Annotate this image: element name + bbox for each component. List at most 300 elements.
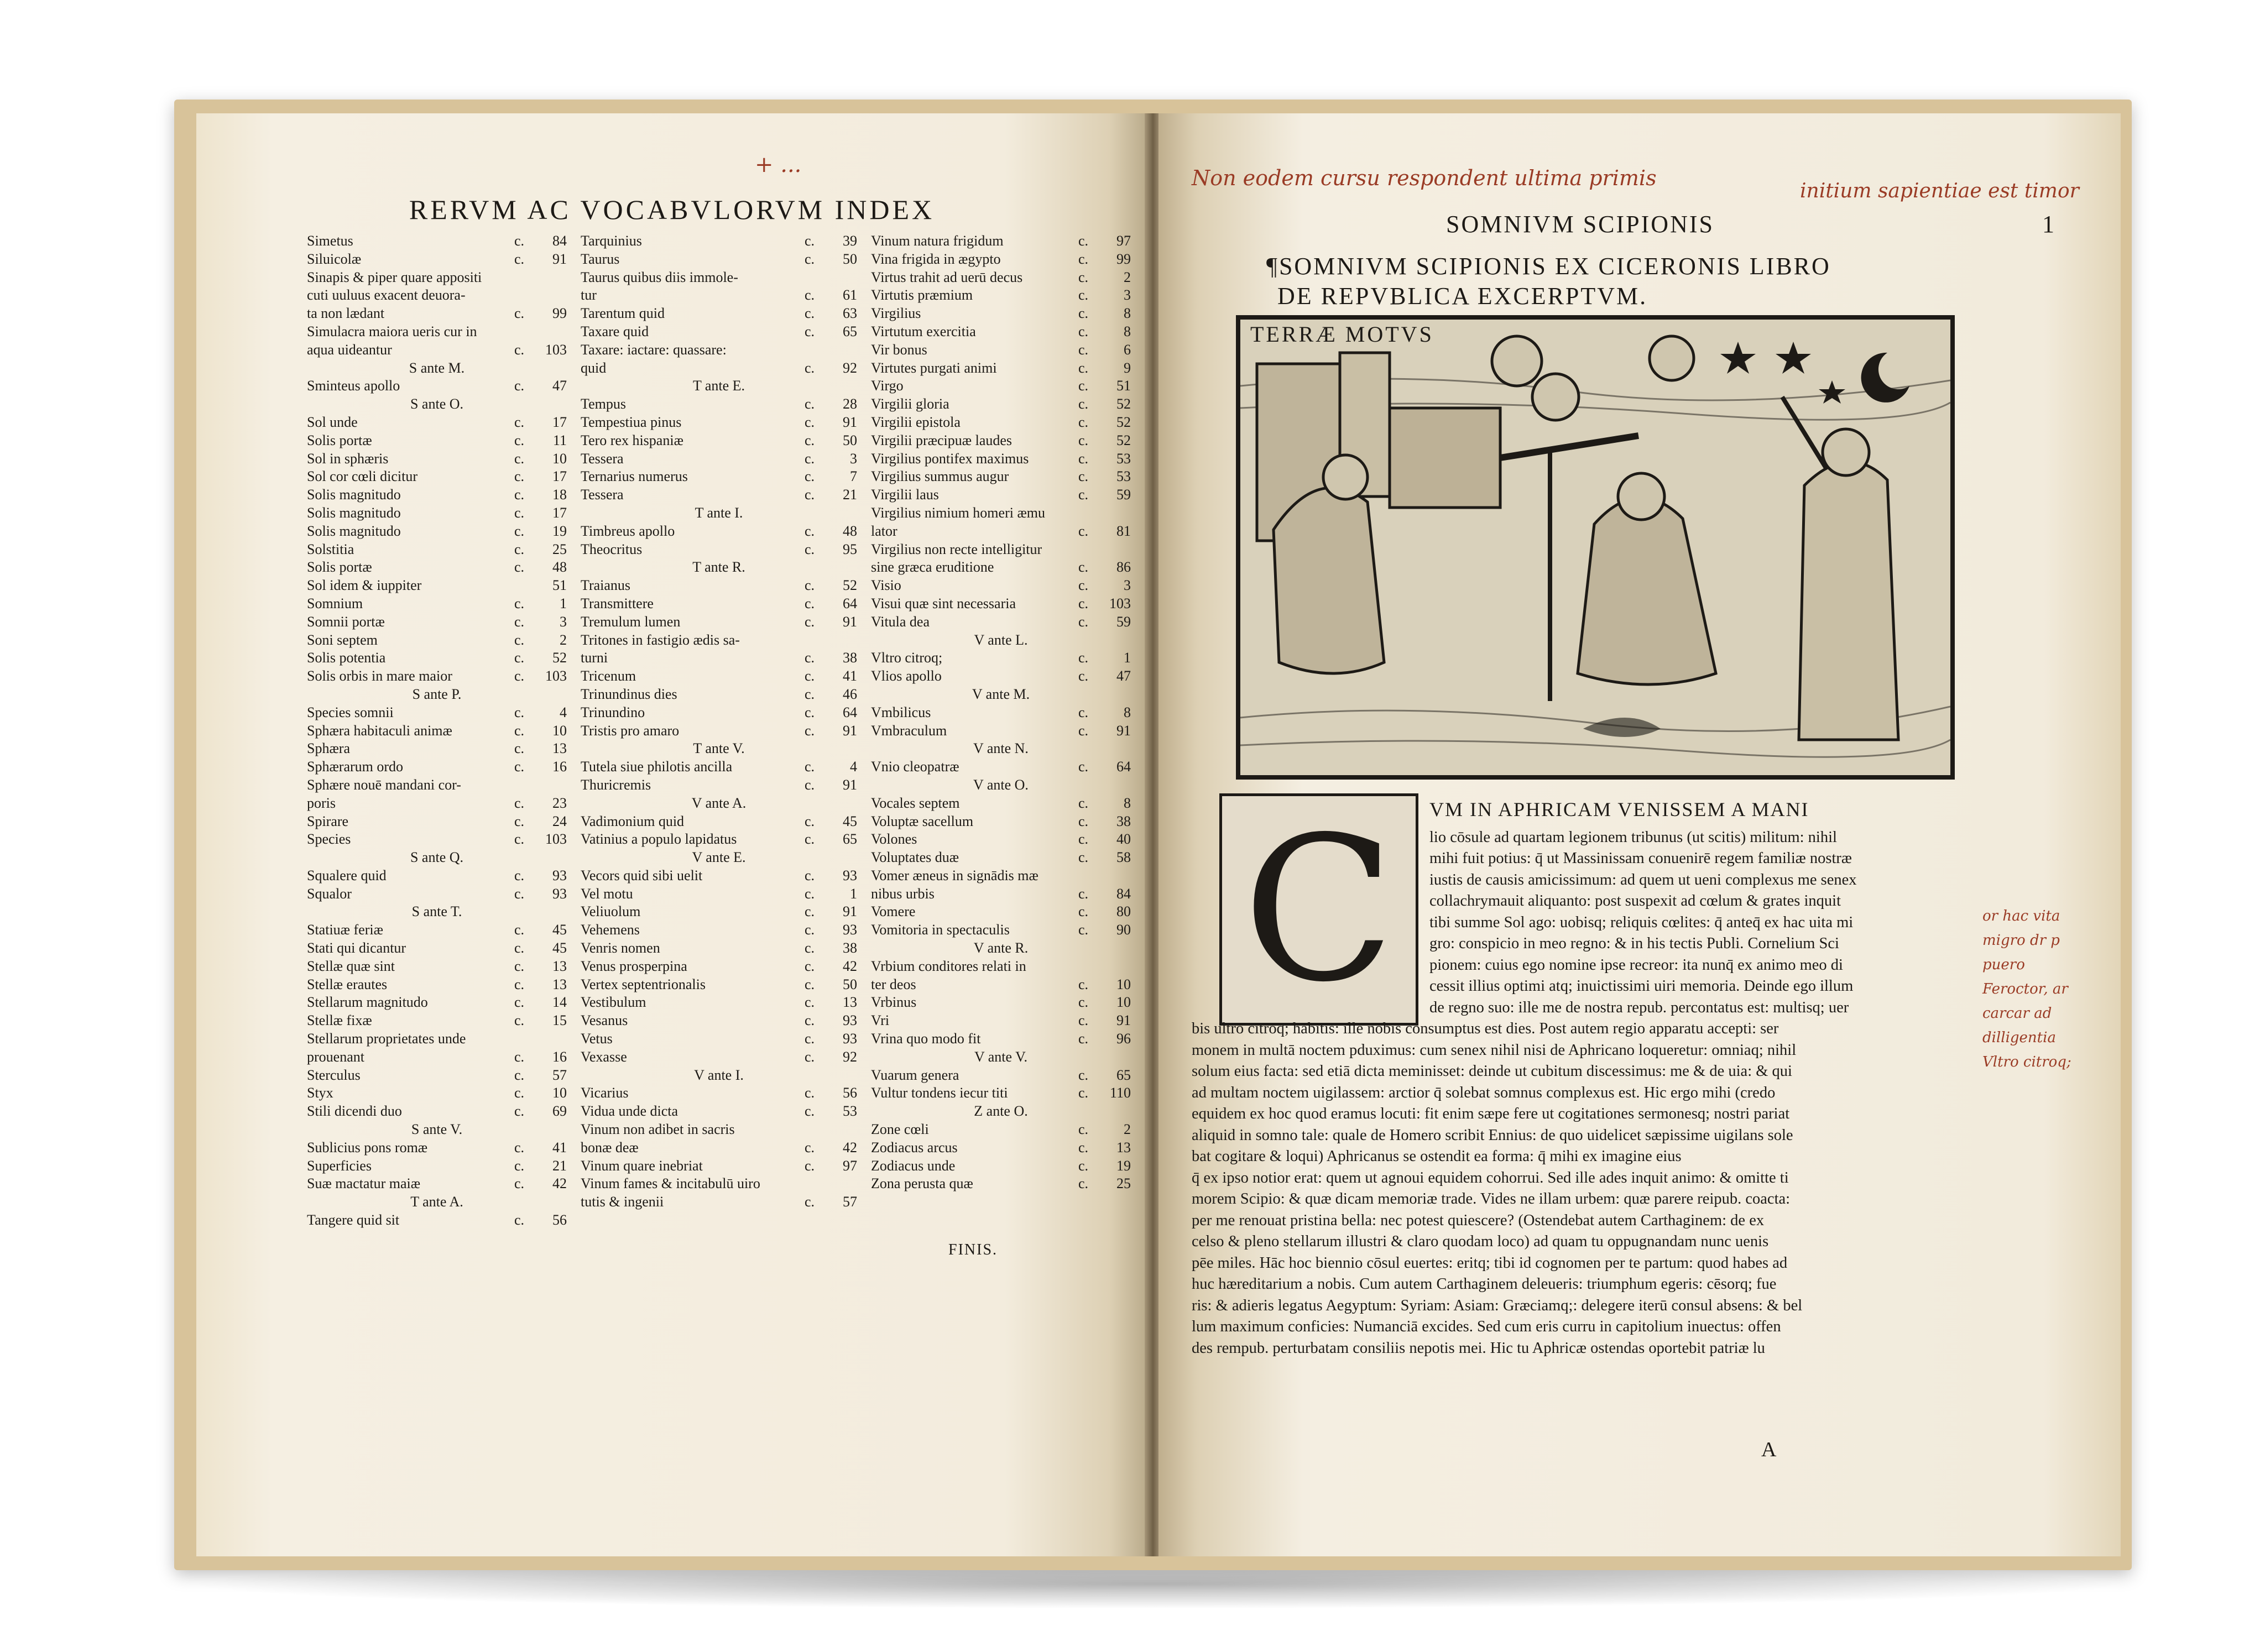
index-chapter-abbrev	[805, 631, 829, 650]
index-page-ref: 91	[843, 613, 857, 630]
woodcut-illustration	[1236, 315, 1955, 780]
index-page-ref: 103	[1109, 595, 1131, 611]
chapter-heading-line-2: DE REPVBLICA EXCERPTVM.	[1277, 283, 1648, 310]
margin-note-line: migro dr p	[1982, 932, 2060, 949]
index-page-ref: 13	[1116, 1139, 1131, 1156]
index-entry	[871, 305, 1131, 323]
index-term: Virtutis præmium	[871, 287, 973, 304]
index-chapter-abbrev: c.	[805, 831, 815, 848]
index-entry	[871, 903, 1131, 921]
index-entry	[307, 486, 567, 504]
index-entry	[871, 958, 1131, 976]
index-page-ref: 93	[843, 1012, 857, 1029]
body-text-line: des rempub. perturbatam consiliis nepotis mei. Hic tu Aphricæ ostendas oportebit patriæ lu	[1192, 1339, 1765, 1357]
index-chapter-abbrev: c.	[514, 1067, 525, 1083]
index-section-heading: T ante A.	[410, 1194, 463, 1210]
index-entry	[581, 994, 857, 1012]
body-text-line: ad multam noctem uigilassem: arctior q̄ solebat somnus complexus est. Hic ergo mihi (credo	[1192, 1084, 1776, 1101]
index-page-ref: 53	[843, 1103, 857, 1120]
index-chapter-abbrev: c.	[1078, 1067, 1089, 1083]
index-entry	[871, 504, 1131, 522]
handwritten-annotation-top: Non eodem cursu respondent ultima primis	[1192, 166, 1657, 190]
index-chapter-abbrev: c.	[1078, 396, 1089, 412]
index-page-ref: 38	[843, 940, 857, 956]
index-term: Suæ mactatur maiæ	[307, 1175, 421, 1192]
index-term: Species somnii	[307, 704, 394, 720]
index-chapter-abbrev: c.	[805, 595, 815, 611]
index-chapter-abbrev: c.	[805, 668, 815, 684]
index-chapter-abbrev: c.	[514, 813, 525, 829]
index-term: Sol in sphæris	[307, 450, 389, 467]
index-chapter-abbrev: c.	[514, 885, 525, 902]
index-page-ref: 64	[1116, 759, 1131, 775]
index-term: Virgilius pontifex maximus	[871, 450, 1029, 467]
index-entry	[581, 305, 857, 323]
index-page-ref: 48	[552, 559, 567, 576]
index-term: Solis potentia	[307, 650, 386, 666]
index-term: Vomitoria in spectaculis	[871, 922, 1010, 938]
index-term: Vmbilicus	[871, 704, 931, 720]
index-page-ref: 8	[1124, 794, 1131, 811]
index-entry	[307, 921, 567, 939]
index-chapter-abbrev: c.	[514, 1157, 525, 1174]
index-page-ref: 93	[552, 867, 567, 883]
index-entry	[307, 1084, 567, 1102]
index-chapter-abbrev: c.	[514, 541, 525, 557]
index-chapter-abbrev: c.	[1078, 613, 1089, 630]
index-chapter-abbrev	[1078, 504, 1103, 522]
index-term: Vomer æneus in signādis mæ	[871, 867, 1038, 883]
index-entry	[581, 1012, 857, 1030]
signature-mark: A	[1761, 1438, 1777, 1461]
body-text-line: VM IN APHRICAM VENISSEM A MANI	[1429, 798, 1809, 820]
margin-note-line: carcar ad	[1982, 1005, 2052, 1022]
index-entry	[307, 722, 567, 740]
index-term: Somnii portæ	[307, 613, 385, 630]
index-entry	[581, 903, 857, 921]
index-chapter-abbrev: c.	[1078, 922, 1089, 938]
margin-note-line: dilligentia	[1982, 1029, 2056, 1046]
chapter-heading-line-1: ¶SOMNIVM SCIPIONIS EX CICERONIS LIBRO	[1266, 253, 1831, 280]
index-entry	[307, 1012, 567, 1030]
index-page-ref: 58	[1116, 849, 1131, 866]
index-entry	[307, 1211, 567, 1230]
index-term: nibus urbis	[871, 885, 935, 902]
index-term: Vrbinus	[871, 994, 917, 1011]
index-entry	[871, 830, 1131, 849]
index-entry	[581, 1030, 857, 1048]
index-entry	[307, 450, 567, 468]
index-page-ref: 4	[850, 759, 857, 775]
margin-note-line: Feroctor, ar	[1982, 981, 2068, 997]
index-term: Vrina quo modo fit	[871, 1031, 981, 1047]
index-term: Virgilius non recte intelligitur	[871, 541, 1042, 557]
index-chapter-abbrev: c.	[514, 1048, 525, 1065]
index-entry	[581, 686, 857, 704]
index-page-ref: 3	[850, 450, 857, 467]
index-term: Virgilii laus	[871, 487, 939, 503]
index-page-ref: 24	[552, 813, 567, 829]
index-entry	[871, 286, 1131, 305]
index-chapter-abbrev: c.	[514, 922, 525, 938]
index-term: Styx	[307, 1085, 333, 1101]
index-entry	[307, 577, 567, 595]
index-term: Stellæ erautes	[307, 976, 388, 992]
index-page-ref: 40	[1116, 831, 1131, 848]
index-page-ref: 80	[1116, 903, 1131, 920]
index-chapter-abbrev: c.	[1078, 414, 1089, 430]
index-entry	[581, 776, 857, 794]
index-page-ref: 28	[843, 396, 857, 412]
index-term: Visio	[871, 577, 901, 594]
index-entry	[307, 504, 567, 522]
index-chapter-abbrev	[514, 286, 539, 305]
index-page-ref: 13	[552, 740, 567, 757]
woodcut-scene-image	[1240, 320, 1950, 775]
index-chapter-abbrev: c.	[1078, 849, 1089, 866]
index-page-ref: 14	[552, 994, 567, 1011]
index-page-ref: 99	[552, 305, 567, 322]
index-chapter-abbrev: c.	[805, 1157, 815, 1174]
index-entry	[871, 541, 1131, 559]
index-entry	[581, 758, 857, 776]
index-chapter-abbrev	[1078, 867, 1103, 885]
index-term: Vina frigida in ægypto	[871, 250, 1001, 267]
index-entry	[581, 830, 857, 849]
index-page-ref	[1103, 867, 1131, 885]
index-entry	[307, 939, 567, 958]
index-entry	[871, 813, 1131, 831]
index-page-ref	[829, 341, 857, 359]
index-chapter-abbrev	[1078, 958, 1103, 976]
index-page-ref: 1	[560, 595, 567, 611]
index-section-heading: Z ante O.	[974, 1103, 1028, 1120]
index-chapter-abbrev: c.	[805, 487, 815, 503]
index-page-ref: 110	[1109, 1085, 1131, 1101]
index-entry	[871, 867, 1131, 885]
index-term: Virgilius	[871, 305, 921, 322]
index-page-ref: 81	[1116, 522, 1131, 539]
index-page-ref: 53	[1116, 450, 1131, 467]
index-term: Sphæra habitaculi animæ	[307, 722, 452, 739]
index-term: Virgilius nimium homeri æmu	[871, 504, 1046, 521]
index-chapter-abbrev: c.	[514, 1103, 525, 1120]
index-term: Sinapis & piper quare appositi	[307, 269, 482, 285]
index-chapter-abbrev: c.	[1078, 704, 1089, 720]
index-page-ref: 10	[552, 1085, 567, 1101]
index-entry	[581, 414, 857, 432]
index-page-ref: 21	[552, 1157, 567, 1174]
body-text-line: pionem: cuius ego nomine ipse recreor: ita nunq̄ ex animo meo di	[1429, 956, 1843, 974]
index-entry	[871, 704, 1131, 722]
index-chapter-abbrev: c.	[514, 867, 525, 883]
index-entry	[307, 885, 567, 903]
index-entry	[581, 976, 857, 994]
index-term: Statiuæ feriæ	[307, 922, 383, 938]
index-chapter-abbrev: c.	[1078, 1031, 1089, 1047]
index-page-ref: 21	[843, 487, 857, 503]
index-page-ref: 10	[552, 722, 567, 739]
index-chapter-abbrev: c.	[805, 776, 815, 793]
index-term: Zodiacus unde	[871, 1157, 956, 1174]
index-page-ref: 38	[843, 650, 857, 666]
index-term: Simetus	[307, 233, 353, 249]
index-entry	[871, 522, 1131, 541]
index-page-ref: 91	[552, 250, 567, 267]
margin-notes	[1982, 904, 2115, 1074]
index-entry	[581, 595, 857, 613]
index-term: Vicarius	[581, 1085, 629, 1101]
index-chapter-abbrev: c.	[514, 522, 525, 539]
index-page-ref: 39	[843, 233, 857, 249]
index-entry	[307, 1139, 567, 1157]
index-term: turni	[581, 650, 608, 666]
index-entry	[581, 939, 857, 958]
index-entry	[871, 377, 1131, 395]
index-chapter-abbrev: c.	[1078, 1121, 1089, 1138]
index-chapter-abbrev: c.	[805, 1085, 815, 1101]
index-section-heading: T ante V.	[693, 740, 745, 757]
index-page-ref: 53	[1116, 468, 1131, 485]
index-chapter-abbrev: c.	[514, 1085, 525, 1101]
index-page-ref: 10	[1116, 976, 1131, 992]
index-term: Theocritus	[581, 541, 643, 557]
index-term: Tristis pro amaro	[581, 722, 680, 739]
index-page-ref: 96	[1116, 1031, 1131, 1047]
index-page-ref: 64	[843, 595, 857, 611]
index-term: Vesanus	[581, 1012, 628, 1029]
index-page-ref: 11	[552, 432, 567, 448]
index-page-ref: 41	[552, 1139, 567, 1156]
index-page-ref: 99	[1116, 250, 1131, 267]
index-term: Trinundino	[581, 704, 645, 720]
index-page-ref: 17	[552, 468, 567, 485]
index-chapter-abbrev: c.	[805, 577, 815, 594]
index-entry	[307, 541, 567, 559]
index-page-ref: 10	[1116, 994, 1131, 1011]
index-page-ref: 56	[843, 1085, 857, 1101]
index-entry	[871, 269, 1131, 287]
index-entry	[871, 250, 1131, 269]
index-entry	[581, 667, 857, 686]
index-entry	[871, 758, 1131, 776]
index-term: Sphærarum ordo	[307, 759, 404, 775]
index-page-ref: 3	[1124, 287, 1131, 304]
index-term: Vlios apollo	[871, 668, 942, 684]
index-entry	[307, 813, 567, 831]
index-term: Squalere quid	[307, 867, 387, 883]
index-chapter-abbrev: c.	[805, 250, 815, 267]
body-text-line: huc hæreditarium a nobis. Cum autem Carthaginem deleueris: triumphum egeris: cēsorq; fue	[1192, 1275, 1777, 1293]
index-page-ref: 61	[843, 287, 857, 304]
index-term: Somnium	[307, 595, 363, 611]
index-chapter-abbrev: c.	[1078, 522, 1089, 539]
index-page-ref: 8	[1124, 323, 1131, 339]
index-page-ref: 97	[843, 1157, 857, 1174]
index-chapter-abbrev	[805, 1121, 829, 1139]
index-term: Solis portæ	[307, 432, 372, 448]
index-chapter-abbrev: c.	[514, 414, 525, 430]
index-entry	[307, 667, 567, 686]
index-entry	[581, 486, 857, 504]
right-page	[1158, 113, 2121, 1556]
index-entry	[581, 813, 857, 831]
finis-label: FINIS.	[948, 1241, 998, 1258]
index-page-ref: 59	[1116, 613, 1131, 630]
index-term: Vidua unde dicta	[581, 1103, 679, 1120]
index-page-ref: 16	[552, 1048, 567, 1065]
index-page-ref: 38	[1116, 813, 1131, 829]
index-term: Zone cœli	[871, 1121, 929, 1138]
index-chapter-abbrev: c.	[805, 522, 815, 539]
index-chapter-abbrev: c.	[1078, 1012, 1089, 1029]
index-chapter-abbrev: c.	[1078, 650, 1089, 666]
index-section-heading: S ante M.	[409, 359, 465, 376]
index-term: Vnio cleopatræ	[871, 759, 959, 775]
index-entry	[581, 269, 857, 287]
index-entry	[871, 921, 1131, 939]
body-text-line: monem in multā noctem pduximus: cum senex nihil nisi de Aphricano loqueretur: omniaq; nihil	[1192, 1041, 1797, 1059]
index-entry	[871, 1139, 1131, 1157]
index-term: Virgilii præcipuæ laudes	[871, 432, 1013, 448]
index-entry	[581, 359, 857, 378]
index-term: Traianus	[581, 577, 631, 594]
body-text-line: solum eius facta: sed etiā dicta meminisset: deinde ut cubitum discessimus: me & de uia: & qui	[1192, 1063, 1792, 1080]
body-text-line: ris: & adieris legatus Aegyptum: Syriam: Asiam: Græciamq;: delegere iterū consul absens: & bel	[1192, 1296, 1803, 1314]
index-chapter-abbrev: c.	[805, 704, 815, 720]
index-entry	[871, 232, 1131, 250]
woodcut-label: TERRÆ MOTVS	[1250, 322, 1434, 347]
index-term: Simulacra maiora ueris cur in	[307, 323, 477, 339]
index-section-heading: V ante M.	[972, 686, 1030, 702]
index-term: Spirare	[307, 813, 349, 829]
index-chapter-abbrev: c.	[1078, 359, 1089, 376]
index-page-ref: 50	[843, 250, 857, 267]
index-page-ref: 93	[552, 885, 567, 902]
index-entry	[871, 849, 1131, 867]
index-entry	[581, 649, 857, 667]
index-page-ref: 95	[843, 541, 857, 557]
index-entry	[307, 468, 567, 486]
index-chapter-abbrev: c.	[514, 994, 525, 1011]
running-title: SOMNIVM SCIPIONIS	[1446, 211, 1714, 238]
index-entry	[871, 1012, 1131, 1030]
index-chapter-abbrev: c.	[805, 450, 815, 467]
index-page-ref: 8	[1124, 305, 1131, 322]
index-chapter-abbrev: c.	[1078, 432, 1089, 448]
index-chapter-abbrev: c.	[1078, 287, 1089, 304]
index-entry	[307, 631, 567, 650]
body-text-line: lio cōsule ad quartam legionem tribunus (ut scitis) militum: nihil	[1429, 828, 1837, 846]
index-page-ref: 52	[1116, 414, 1131, 430]
index-chapter-abbrev: c.	[805, 414, 815, 430]
index-entry	[307, 958, 567, 976]
index-term: Sphære nouē mandani cor-	[307, 776, 461, 793]
index-entry	[871, 432, 1131, 450]
index-entry	[307, 704, 567, 722]
index-page-ref: 91	[843, 903, 857, 920]
index-chapter-abbrev: c.	[805, 541, 815, 557]
index-entry	[871, 722, 1131, 740]
index-term: Superficies	[307, 1157, 372, 1174]
index-entry	[307, 613, 567, 631]
index-page-ref	[829, 1175, 857, 1193]
index-page-ref	[539, 776, 567, 794]
index-term: Soni septem	[307, 631, 378, 648]
index-page-ref: 91	[1116, 1012, 1131, 1029]
index-page-ref: 52	[552, 650, 567, 666]
index-term: Venris nomen	[581, 940, 660, 956]
index-chapter-abbrev: c.	[1078, 487, 1089, 503]
index-term: Vomere	[871, 903, 916, 920]
index-term: Virtutum exercitia	[871, 323, 976, 339]
index-entry	[871, 395, 1131, 414]
index-entry	[581, 468, 857, 486]
index-page-ref: 6	[1124, 341, 1131, 358]
index-chapter-abbrev: c.	[805, 396, 815, 412]
index-chapter-abbrev: c.	[514, 504, 525, 521]
index-chapter-abbrev: c.	[1078, 1175, 1089, 1192]
index-entry	[581, 232, 857, 250]
index-column-1	[307, 232, 567, 1230]
index-chapter-abbrev	[805, 269, 829, 287]
index-entry	[307, 250, 567, 269]
index-term: Sol cor cœli dicitur	[307, 468, 418, 485]
index-page-ref: 91	[843, 776, 857, 793]
margin-note-line: or hac vita	[1982, 908, 2060, 924]
index-entry	[307, 1102, 567, 1121]
index-entry	[307, 305, 567, 323]
index-term: Virtus trahit ad uerū decus	[871, 269, 1023, 285]
body-text-line: equidem ex hoc quod eramus locuti: fit enim sæpe fere ut cogitationes sermonesq; nostri pariat	[1192, 1105, 1790, 1122]
index-page-ref: 84	[552, 233, 567, 249]
index-entry	[307, 595, 567, 613]
index-chapter-abbrev	[1078, 541, 1103, 559]
index-section-heading: V ante A.	[691, 794, 747, 811]
body-text-line: bat cogitare & loqui) Aphricanus se ostendit ea forma: q̄ mihi ex imagine eius	[1192, 1148, 1682, 1165]
index-page-ref: 9	[1124, 359, 1131, 376]
index-term: Siluicolæ	[307, 250, 362, 267]
index-chapter-abbrev	[805, 1175, 829, 1193]
index-chapter-abbrev: c.	[514, 250, 525, 267]
body-text-line: q̄ ex ipso notior erat: quem ut agnoui equidem cohorrui. Sed ille ades inquit animo: & omitte ti	[1192, 1169, 1789, 1186]
index-page-ref: 93	[843, 922, 857, 938]
index-page-ref: 59	[1116, 487, 1131, 503]
index-term: bonæ deæ	[581, 1139, 639, 1156]
index-term: Sublicius pons romæ	[307, 1139, 428, 1156]
index-term: Vir bonus	[871, 341, 927, 358]
index-chapter-abbrev: c.	[514, 631, 525, 648]
index-chapter-abbrev: c.	[514, 378, 525, 394]
index-chapter-abbrev: c.	[805, 1012, 815, 1029]
index-entry	[307, 286, 567, 305]
index-chapter-abbrev: c.	[1078, 1157, 1089, 1174]
index-entry	[581, 958, 857, 976]
index-term: Trinundinus dies	[581, 686, 677, 702]
index-entry	[871, 577, 1131, 595]
index-chapter-abbrev: c.	[805, 958, 815, 974]
index-page-ref: 97	[1116, 233, 1131, 249]
index-term: Vel motu	[581, 885, 633, 902]
index-chapter-abbrev: c.	[1078, 341, 1089, 358]
index-chapter-abbrev: c.	[805, 903, 815, 920]
index-page-ref: 56	[552, 1212, 567, 1228]
index-term: Virtutes purgati animi	[871, 359, 997, 376]
index-page-ref: 52	[1116, 396, 1131, 412]
index-chapter-abbrev: c.	[1078, 903, 1089, 920]
index-entry	[581, 867, 857, 885]
body-text-line: iustis de causis amicissimum: ad quem ut ueni complexus me senex	[1429, 871, 1857, 888]
